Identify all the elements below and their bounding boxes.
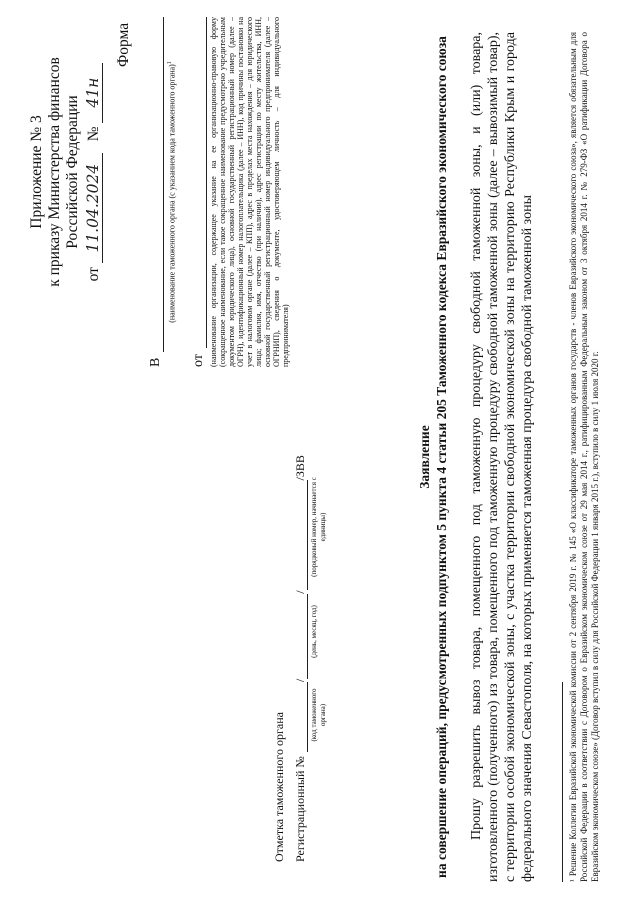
separator-1: / [293,678,307,683]
from-caption: (наименование организации, содержащее указание на ее организационно-правовую форму (сокращенное наименование, если такое сокращенное наименование предусмотрено учредительным документом юридического лица), основной государственный регистрационный номер (далее – ОГРН), идентификационный номер налогоплательщика (далее – ИНН), код причины постановки на учет в налоговом органе (далее – КПП), адрес в пределах места нахождения – для юридического лица; фамилия, имя, отчество (при наличии), адрес регистрации по месту жительства, ИНН, основной государственный регистрационный номер индивидуального предпринимателя (далее – ОГРНИП), сведения о документе, удостоверяющем личность – для индивидуального предпринимателя) [208,17,290,367]
statement-heading [416,32,450,882]
addressee-block [148,17,290,367]
order-reference: к приказу Министерства финансов [46,57,63,287]
customs-code-field [294,682,308,752]
order-number: 41н [84,63,103,123]
separator-2: / [293,590,307,594]
statement-subtitle: на совершение операций, предусмотренных подпунктом 5 пункта 4 статьи 205 Таможенного кодекса Евразийского экономического союза [434,36,449,878]
request-paragraph: Прошу разрешить вывоз товара, помещенного под таможенную процедуру свободной таможенной зоны, и (или) товара, изготовленного (полученного) из товара, помещенного под таможенную процедуру свободной таможенной зоны (далее – вывозимый товар), с территории особой экономической зоны, с участка территории свободной экономической зоны на территорию Республики Крым и города федерального значения Севастополя, на которых применяется таможенная процедура свободной таможенной зоны [469,32,535,882]
customs-mark-block [272,412,332,862]
appendix-number: Приложение № 3 [28,115,45,229]
customs-mark-title: Отметка таможенного органа [272,712,286,862]
order-date: 11.04.2024 [84,153,103,263]
registration-captions [310,412,332,862]
country-name: Российской Федерации [64,95,81,249]
to-field [149,17,164,352]
footnote-mark: 1 [167,61,173,65]
sequence-field [294,480,308,590]
from-line [191,17,207,367]
from-field [192,17,207,348]
date-number-line [84,22,103,322]
from-label: от [85,267,102,282]
to-line [148,17,164,367]
statement-title: Заявление [417,425,432,489]
from-addr-label: от [190,354,206,367]
caption-customs-code: (код таможенного органа) [310,688,327,742]
number-label: № [85,126,102,142]
footnote-divider [562,682,563,882]
registration-label: Регистрационный № [293,756,307,862]
zvv-suffix: /ЗВВ [293,455,307,481]
form-label: Форма [115,22,132,67]
appendix-header [28,22,103,322]
footnote-text: ¹ Решение Коллегии Евразийской экономической комиссии от 2 сентября 2019 г. № 145 «О классификаторе таможенных органов государств - членов Евразийского экономического союза», является обязательным для Российской Федерации в соответствии с Договором о Евразийском экономическом союзе от 29 мая 2014 г., ратифицированным Федеральным законом от 3 октября 2014 г. № 279-ФЗ «О ратификации Договора о Евразийском экономическом союзе» (Договор вступил в силу для Российской Федерации 1 января 2015 г.), вступило в силу 1 июля 2020 г. [568,32,600,882]
to-label: В [148,357,163,367]
caption-date: (день, месяц, год) [310,605,318,658]
caption-sequence: (порядковый номер, начинается с единицы) [310,477,327,577]
registration-line [293,412,308,862]
date-field [294,594,308,679]
to-caption: (наименование таможенного органа (с указанием кода таможенного органа)$^1$ [167,61,177,323]
